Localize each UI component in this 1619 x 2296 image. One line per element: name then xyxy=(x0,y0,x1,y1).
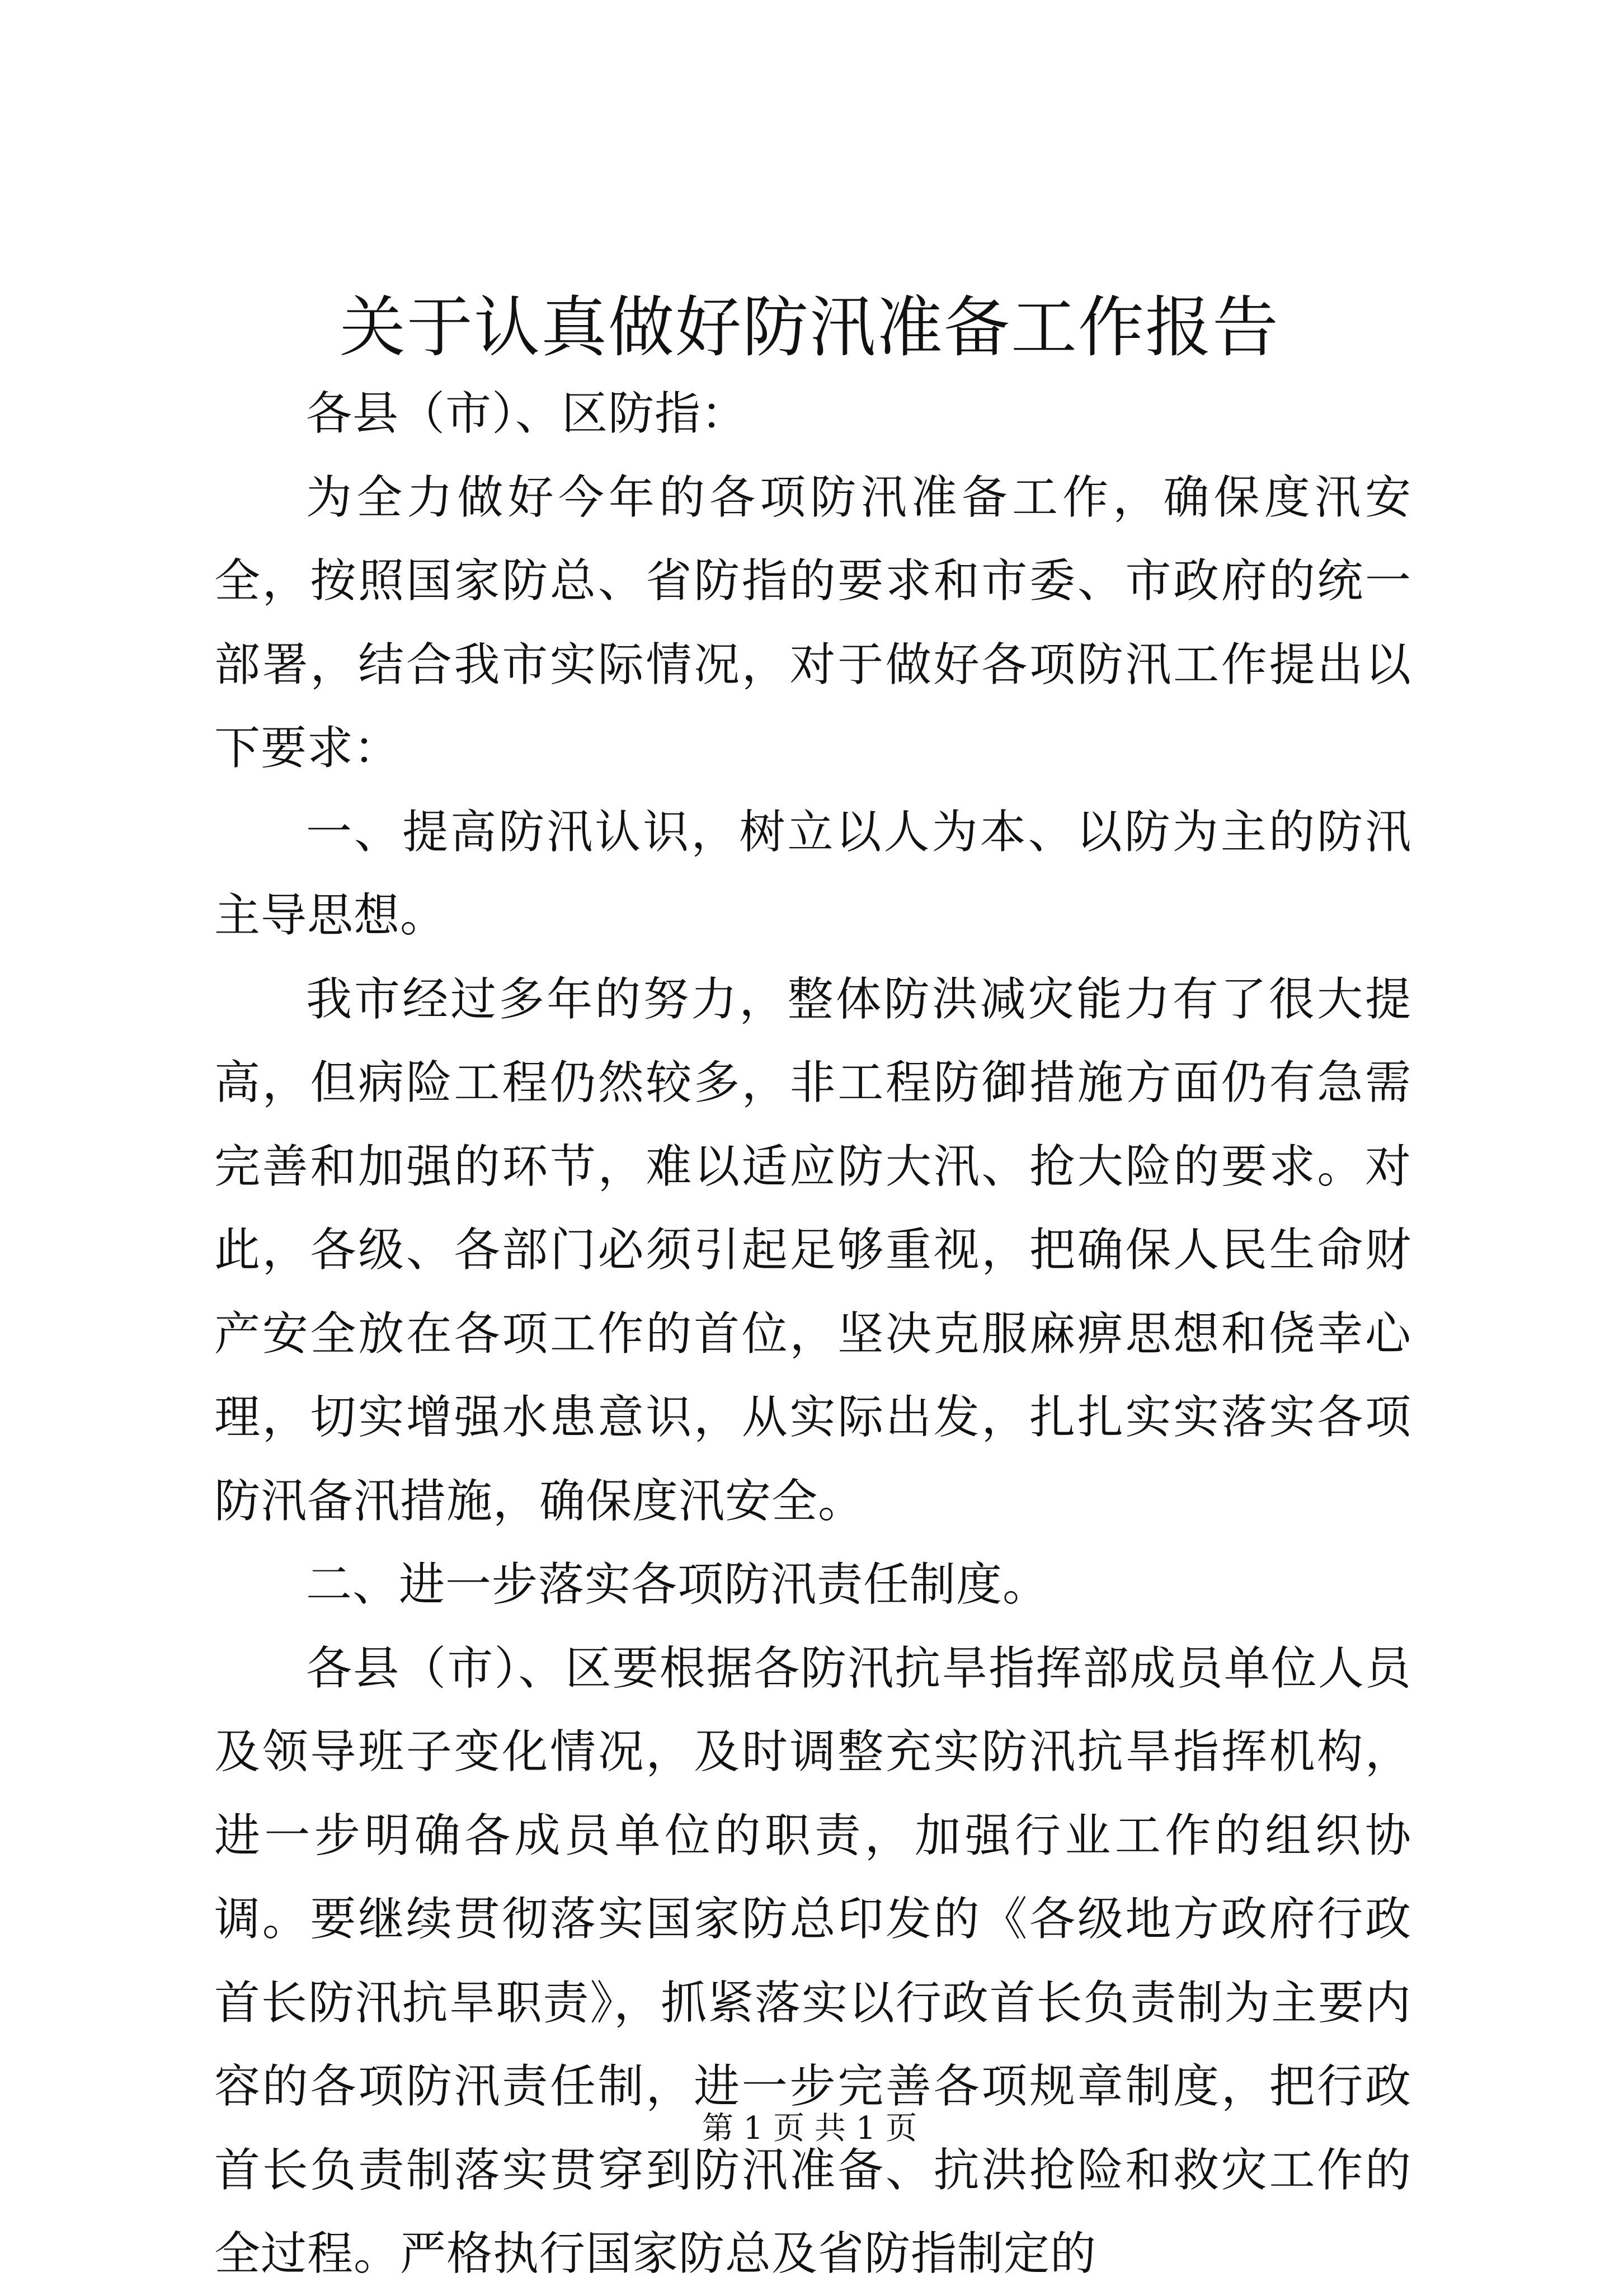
section-2-paragraph: 各县（市）、区要根据各防汛抗旱指挥部成员单位人员及领导班子变化情况，及时调整充实防汛抗旱指挥机构，进一步明确各成员单位的职责，加强行业工作的组织协调。要继续贯彻落实国家防总印发的《各级地方政府行政首长防汛抗旱职责》，抓紧落实以行政首长负责制为主要内容的各项防汛责任制，进一步完善各项规章制度，把行政首长负责制落实贯穿到防汛准备、抗洪抢险和救灾工作的全过程。严格执行国家防总及省防指制定的 xyxy=(214,1641,1411,2280)
salutation-paragraph: 各县（市）、区防指： xyxy=(306,387,748,440)
document-title: 关于认真做好防汛准备工作报告 xyxy=(339,289,1279,366)
document-body xyxy=(214,372,1411,2296)
section-1-paragraph: 我市经过多年的努力，整体防洪减灾能力有了很大提高，但病险工程仍然较多，非工程防御措施方面仍有急需完善和加强的环节，难以适应防大汛、抢大险的要求。对此，各级、各部门必须引起足够重视，把确保人民生命财产安全放在各项工作的首位，坚决克服麻痹思想和侥幸心理，切实增强水患意识，从实际出发，扎扎实实落实各项防汛备汛措施，确保度汛安全。 xyxy=(214,972,1411,1528)
section-heading-1: 一、提高防汛认识，树立以人为本、以防为主的防汛主导思想。 xyxy=(214,805,1411,942)
page-footer: 第 1 页 共 1 页 xyxy=(702,2110,917,2147)
intro-paragraph: 为全力做好今年的各项防汛准备工作，确保度汛安全，按照国家防总、省防指的要求和市委、市政府的统一部署，结合我市实际情况，对于做好各项防汛工作提出以下要求： xyxy=(214,471,1411,775)
section-heading-2: 二、进一步落实各项防汛责任制度。 xyxy=(306,1558,1049,1611)
